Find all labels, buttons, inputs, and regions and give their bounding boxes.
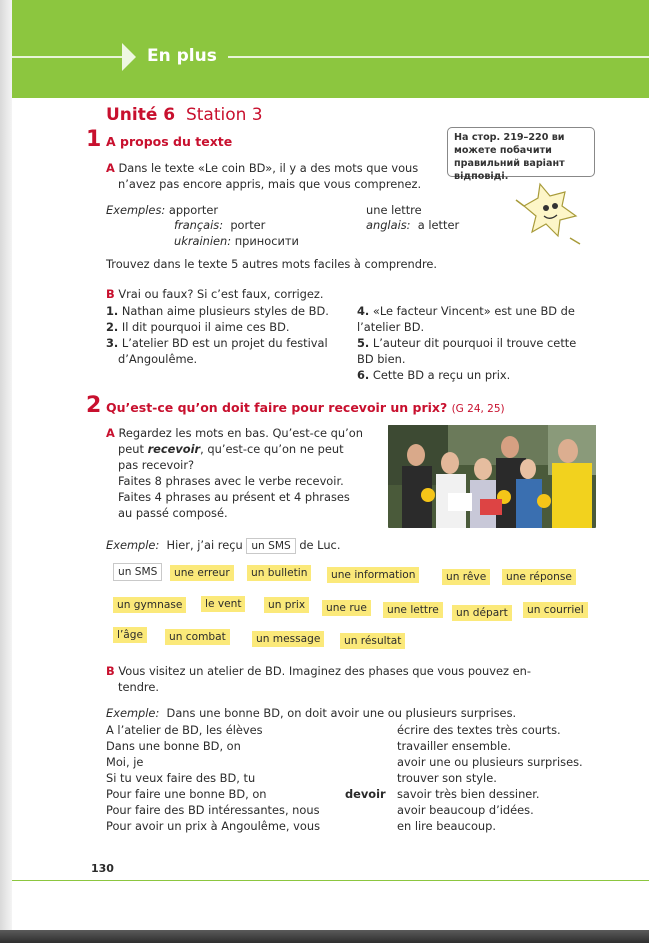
right-phrase: en lire beaucoup. [397,819,496,833]
example-word-chip: un SMS [246,538,295,554]
word-chip: un SMS [113,563,162,581]
left-phrase: Si tu veux faire des BD, tu [106,771,256,785]
ex2-example [106,537,340,553]
french-value: porter [230,218,266,232]
word-chip: une réponse [502,569,576,585]
statement-text: L’auteur dit pourquoi il trouve cette [372,336,577,350]
statement-text: L’atelier BD est un projet du festival [121,336,328,350]
english-value: a letter [417,218,460,232]
statement-4-cont: l’atelier BD. [357,320,425,334]
statement-6 [357,367,510,383]
ex2-b-label: B [106,664,115,678]
ex1-b-text: Vrai ou faux? Si c’est faux, corrigez. [118,287,324,301]
b-example-label: Exemple: [106,706,160,720]
ex1-a-line1 [106,160,418,176]
statement-text: «Le facteur Vincent» est une BD de [372,304,575,318]
ex2-a-text2b: , qu’est-ce qu’on ne peut [200,442,344,456]
word-chip: un résultat [340,633,405,649]
station-label: Station 3 [185,105,263,125]
ukrainian-label: ukrainien: [174,234,232,248]
footer-rule [12,880,649,881]
word-chip: l’âge [113,627,147,643]
hint-box: На стор. 219–220 ви можете побачити правильний варіант відповіді. [447,127,595,177]
ex1-find-instruction: Trouvez dans le texte 5 autres mots faciles à comprendre. [106,257,438,271]
example-word-apporter: apporter [168,203,219,217]
left-phrase: Pour faire une bonne BD, on [106,787,267,801]
ex2-a-emphasis: recevoir [147,442,201,456]
left-phrase: A l’atelier de BD, les élèves [106,723,263,737]
right-phrase: trouver son style. [397,771,497,785]
word-chip: un bulletin [247,565,311,581]
ex2-a-text2a: peut [118,442,144,456]
ex1-english-row [366,217,459,233]
ex2-b-text1: Vous visitez un atelier de BD. Imaginez des phases que vous pouvez en- [118,664,531,678]
ukrainian-value: приносити [234,234,299,248]
statement-text: Cette BD a reçu un prix. [372,368,511,382]
word-chip: un prix [264,597,309,613]
left-phrase: Moi, je [106,755,144,769]
right-phrase: savoir très bien dessiner. [397,787,540,801]
ex1-examples-row1 [106,202,218,218]
banner-rule-left [12,56,122,58]
ex2-a-line3: pas recevoir? [118,458,195,472]
statement-text: Nathan aime plusieurs styles de BD. [121,304,329,318]
verb-devoir: devoir [345,787,386,801]
statement-text: Il dit pourquoi il aime ces BD. [121,320,290,334]
english-label: anglais: [366,218,411,232]
award-photo [388,425,596,528]
exercise-1-title: A propos du texte [106,134,233,149]
statement-5 [357,335,576,351]
ex2-a-line2 [118,441,344,457]
unit-heading [106,105,263,125]
left-phrase: Dans une bonne BD, on [106,739,241,753]
b-example-text: Dans une bonne BD, on doit avoir une ou plusieurs surprises. [166,706,517,720]
statement-num: 6. [357,368,370,382]
examples-label: Exemples: [106,203,166,217]
right-phrase: avoir beaucoup d’idées. [397,803,534,817]
grammar-reference: (G 24, 25) [451,403,505,415]
right-phrase: avoir une ou plusieurs surprises. [397,755,583,769]
statement-num: 3. [106,336,119,350]
word-chip: une erreur [170,565,234,581]
section-banner [12,0,649,98]
right-phrase: travailler ensemble. [397,739,511,753]
ex1-a-line2: n’avez pas encore appris, mais que vous comprenez. [118,177,422,191]
exercise-1-number: 1 [86,127,102,152]
word-chip: une rue [322,600,371,616]
unit-label: Unité 6 [106,105,176,125]
right-phrase: écrire des textes très courts. [397,723,561,737]
banner-title: En plus [147,46,217,66]
mascot-illustration [510,176,590,248]
banner-arrow-icon [122,43,136,71]
page-gutter [0,0,12,943]
ex1-examples-row3 [174,233,299,249]
french-label: français: [174,218,224,232]
statement-num: 2. [106,320,119,334]
statement-num: 1. [106,304,119,318]
ex2-a-line4: Faites 8 phrases avec le verbe recevoir. [118,474,344,488]
left-phrase: Pour faire des BD intéressantes, nous [106,803,320,817]
statement-1 [106,303,329,319]
word-chip: un gymnase [113,597,186,613]
ex2-a-line6: au passé composé. [118,506,228,520]
statement-3-cont: d’Angoulême. [118,352,198,366]
word-chip: un courriel [523,602,588,618]
word-chip: une information [327,567,419,583]
example-text-post: de Luc. [299,538,341,552]
example-word-lettre: une lettre [366,203,422,217]
ex1-b-label: B [106,287,115,301]
exercise-2-title [106,400,505,415]
scan-edge [0,930,649,943]
statement-2 [106,319,289,335]
statement-num: 4. [357,304,370,318]
ex2-a-text1: Regardez les mots en bas. Qu’est-ce qu’on [118,426,363,440]
word-chip: le vent [201,596,245,612]
word-chip: une lettre [383,602,443,618]
word-chip: un départ [452,605,512,621]
ex1-a-text1: Dans le texte «Le coin BD», il y a des mots que vous [118,161,419,175]
ex1-a-label: A [106,161,115,175]
ex2-b-line1 [106,663,531,679]
ex1-b-intro [106,286,324,302]
exercise-2-number: 2 [86,393,102,418]
statement-num: 5. [357,336,370,350]
ex2-a-label: A [106,426,115,440]
word-chip: un message [252,631,324,647]
ex1-examples-row2 [174,217,265,233]
ex2-a-line1 [106,425,363,441]
banner-rule-right [228,56,649,58]
ex2-b-line2: tendre. [118,680,159,694]
statement-5-cont: BD bien. [357,352,406,366]
page-number: 130 [91,862,114,875]
ex2-b-example [106,705,516,721]
left-phrase: Pour avoir un prix à Angoulême, vous [106,819,321,833]
word-chip: un rêve [442,569,490,585]
example-label: Exemple: [106,538,160,552]
exercise-2-title-text: Qu’est-ce qu’on doit faire pour recevoir un prix? [106,400,448,415]
statement-3 [106,335,328,351]
ex2-a-line5: Faites 4 phrases au présent et 4 phrases [118,490,350,504]
example-text-pre: Hier, j’ai reçu [166,538,243,552]
statement-4 [357,303,575,319]
word-chip: un combat [165,629,230,645]
